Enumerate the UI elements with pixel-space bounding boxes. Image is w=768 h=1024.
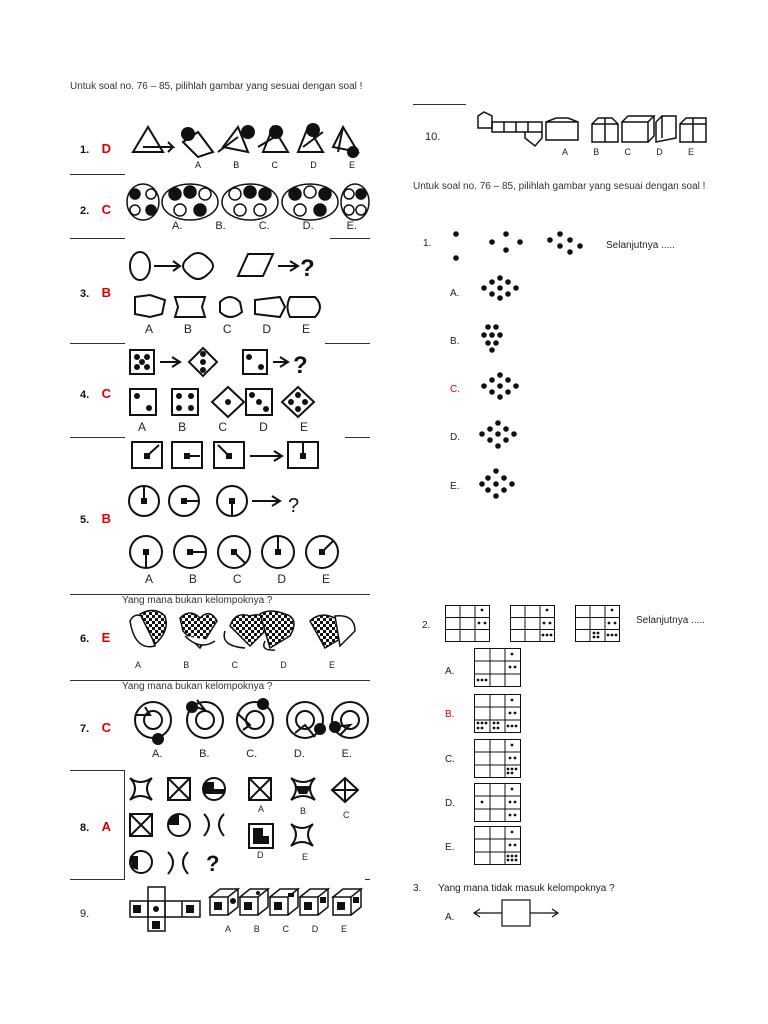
q2-option-labels: A. B. C. D. E. xyxy=(172,220,357,232)
svg-text:?: ? xyxy=(293,352,308,379)
separator xyxy=(70,343,125,344)
q6-prompt: Yang mana bukan kelompoknya ? xyxy=(122,595,273,606)
rq1-option-c[interactable]: C. xyxy=(450,384,460,395)
rq1-option-d-dots xyxy=(478,420,523,450)
svg-text:?: ? xyxy=(206,851,220,876)
question-mark: ? xyxy=(300,255,315,282)
separator xyxy=(70,770,125,771)
q5-stem-row1 xyxy=(130,440,330,470)
q3-options xyxy=(130,292,330,322)
q5-stem-row2 xyxy=(128,484,328,518)
right-intro: Untuk soal no. 76 – 85, pilihlah gambar yang sesuai dengan soal ! xyxy=(413,181,706,192)
question-4: 4. C xyxy=(80,386,112,401)
rq2-option-b[interactable]: B. xyxy=(445,709,455,720)
rq2-next-label: Selanjutnya ..... xyxy=(636,615,705,626)
rq3-option-a-figure xyxy=(472,898,562,928)
question-8: 8. A xyxy=(80,819,112,834)
rq1-stem xyxy=(448,228,588,263)
q2-figures xyxy=(125,180,370,225)
question-6: 6. E xyxy=(80,630,111,645)
question-number: 1. xyxy=(80,144,90,156)
question-1 xyxy=(80,140,111,158)
q8-grid xyxy=(128,776,238,876)
rq2-option-e-grid xyxy=(474,826,522,866)
q5-option-labels: A B C D E xyxy=(145,572,330,586)
rq1-option-b-dots xyxy=(478,322,508,354)
rq1-option-a-dots xyxy=(478,276,523,306)
q3-option-labels: A B C D E xyxy=(145,322,310,336)
q8-label-a: A xyxy=(258,804,265,814)
q8-label-c: C xyxy=(343,810,350,820)
rq1-option-a[interactable]: A. xyxy=(450,288,460,299)
q7-option-labels: A. B. C. D. E. xyxy=(152,748,352,760)
rq1-option-d[interactable]: D. xyxy=(450,432,460,443)
q8-label-d: D xyxy=(257,850,264,860)
q4-options xyxy=(128,385,328,419)
q1-option-labels: A B C D E xyxy=(195,160,355,170)
q10-option-labels: A B C D E xyxy=(562,147,694,157)
answer-mark: D xyxy=(101,141,112,156)
separator xyxy=(413,104,466,105)
q7-prompt: Yang mana bukan kelompoknya ? xyxy=(122,681,273,692)
rq2-stem xyxy=(445,605,635,645)
svg-text:?: ? xyxy=(288,495,300,517)
separator xyxy=(70,879,125,880)
question-9: 9. xyxy=(80,908,90,920)
q9-option-labels: A B C D E xyxy=(225,924,347,934)
rq2-option-e[interactable]: E. xyxy=(445,842,455,853)
rq1-next-label: Selanjutnya ..... xyxy=(606,240,675,251)
separator xyxy=(365,879,370,880)
right-question-2: 2. xyxy=(422,620,431,631)
separator xyxy=(70,238,125,239)
right-question-3: 3. Yang mana tidak masuk kelompoknya ? xyxy=(413,883,615,894)
separator xyxy=(325,343,370,344)
q4-stem xyxy=(128,348,328,378)
question-2: 2. C xyxy=(80,202,112,217)
q8-label-e: E xyxy=(302,852,309,862)
question-10: 10. xyxy=(425,131,441,143)
question-7: 7. C xyxy=(80,720,112,735)
q6-option-labels: A B C D E xyxy=(135,660,335,670)
rq2-option-d[interactable]: D. xyxy=(445,798,455,809)
separator xyxy=(70,437,125,438)
left-intro: Untuk soal no. 76 – 85, pilihlah gambar yang sesuai dengan soal ! xyxy=(70,81,363,92)
rq1-option-c-dots xyxy=(478,372,523,402)
separator xyxy=(345,437,370,438)
right-question-1: 1. xyxy=(423,238,432,249)
rq2-option-d-grid xyxy=(474,783,522,823)
q3-stem xyxy=(128,246,328,286)
rq1-option-e[interactable]: E. xyxy=(450,481,460,492)
q8-box-border xyxy=(124,770,125,880)
separator xyxy=(70,174,125,175)
question-3: 3. B xyxy=(80,285,112,300)
q7-figures xyxy=(125,695,365,745)
rq2-option-c-grid xyxy=(474,739,522,779)
q6-figures xyxy=(125,606,360,656)
rq2-option-a-grid xyxy=(474,648,522,688)
q5-options xyxy=(128,534,353,570)
q8-label-b: B xyxy=(300,806,307,816)
separator xyxy=(330,238,370,239)
rq3-option-a[interactable]: A. xyxy=(445,912,455,923)
rq2-option-b-grid xyxy=(474,694,522,734)
rq1-option-e-dots xyxy=(478,468,523,500)
q4-option-labels: A B C D E xyxy=(138,420,308,434)
rq2-option-a[interactable]: A. xyxy=(445,666,455,677)
rq2-option-c[interactable]: C. xyxy=(445,754,455,765)
rq1-option-b[interactable]: B. xyxy=(450,336,460,347)
question-5: 5. B xyxy=(80,511,112,526)
